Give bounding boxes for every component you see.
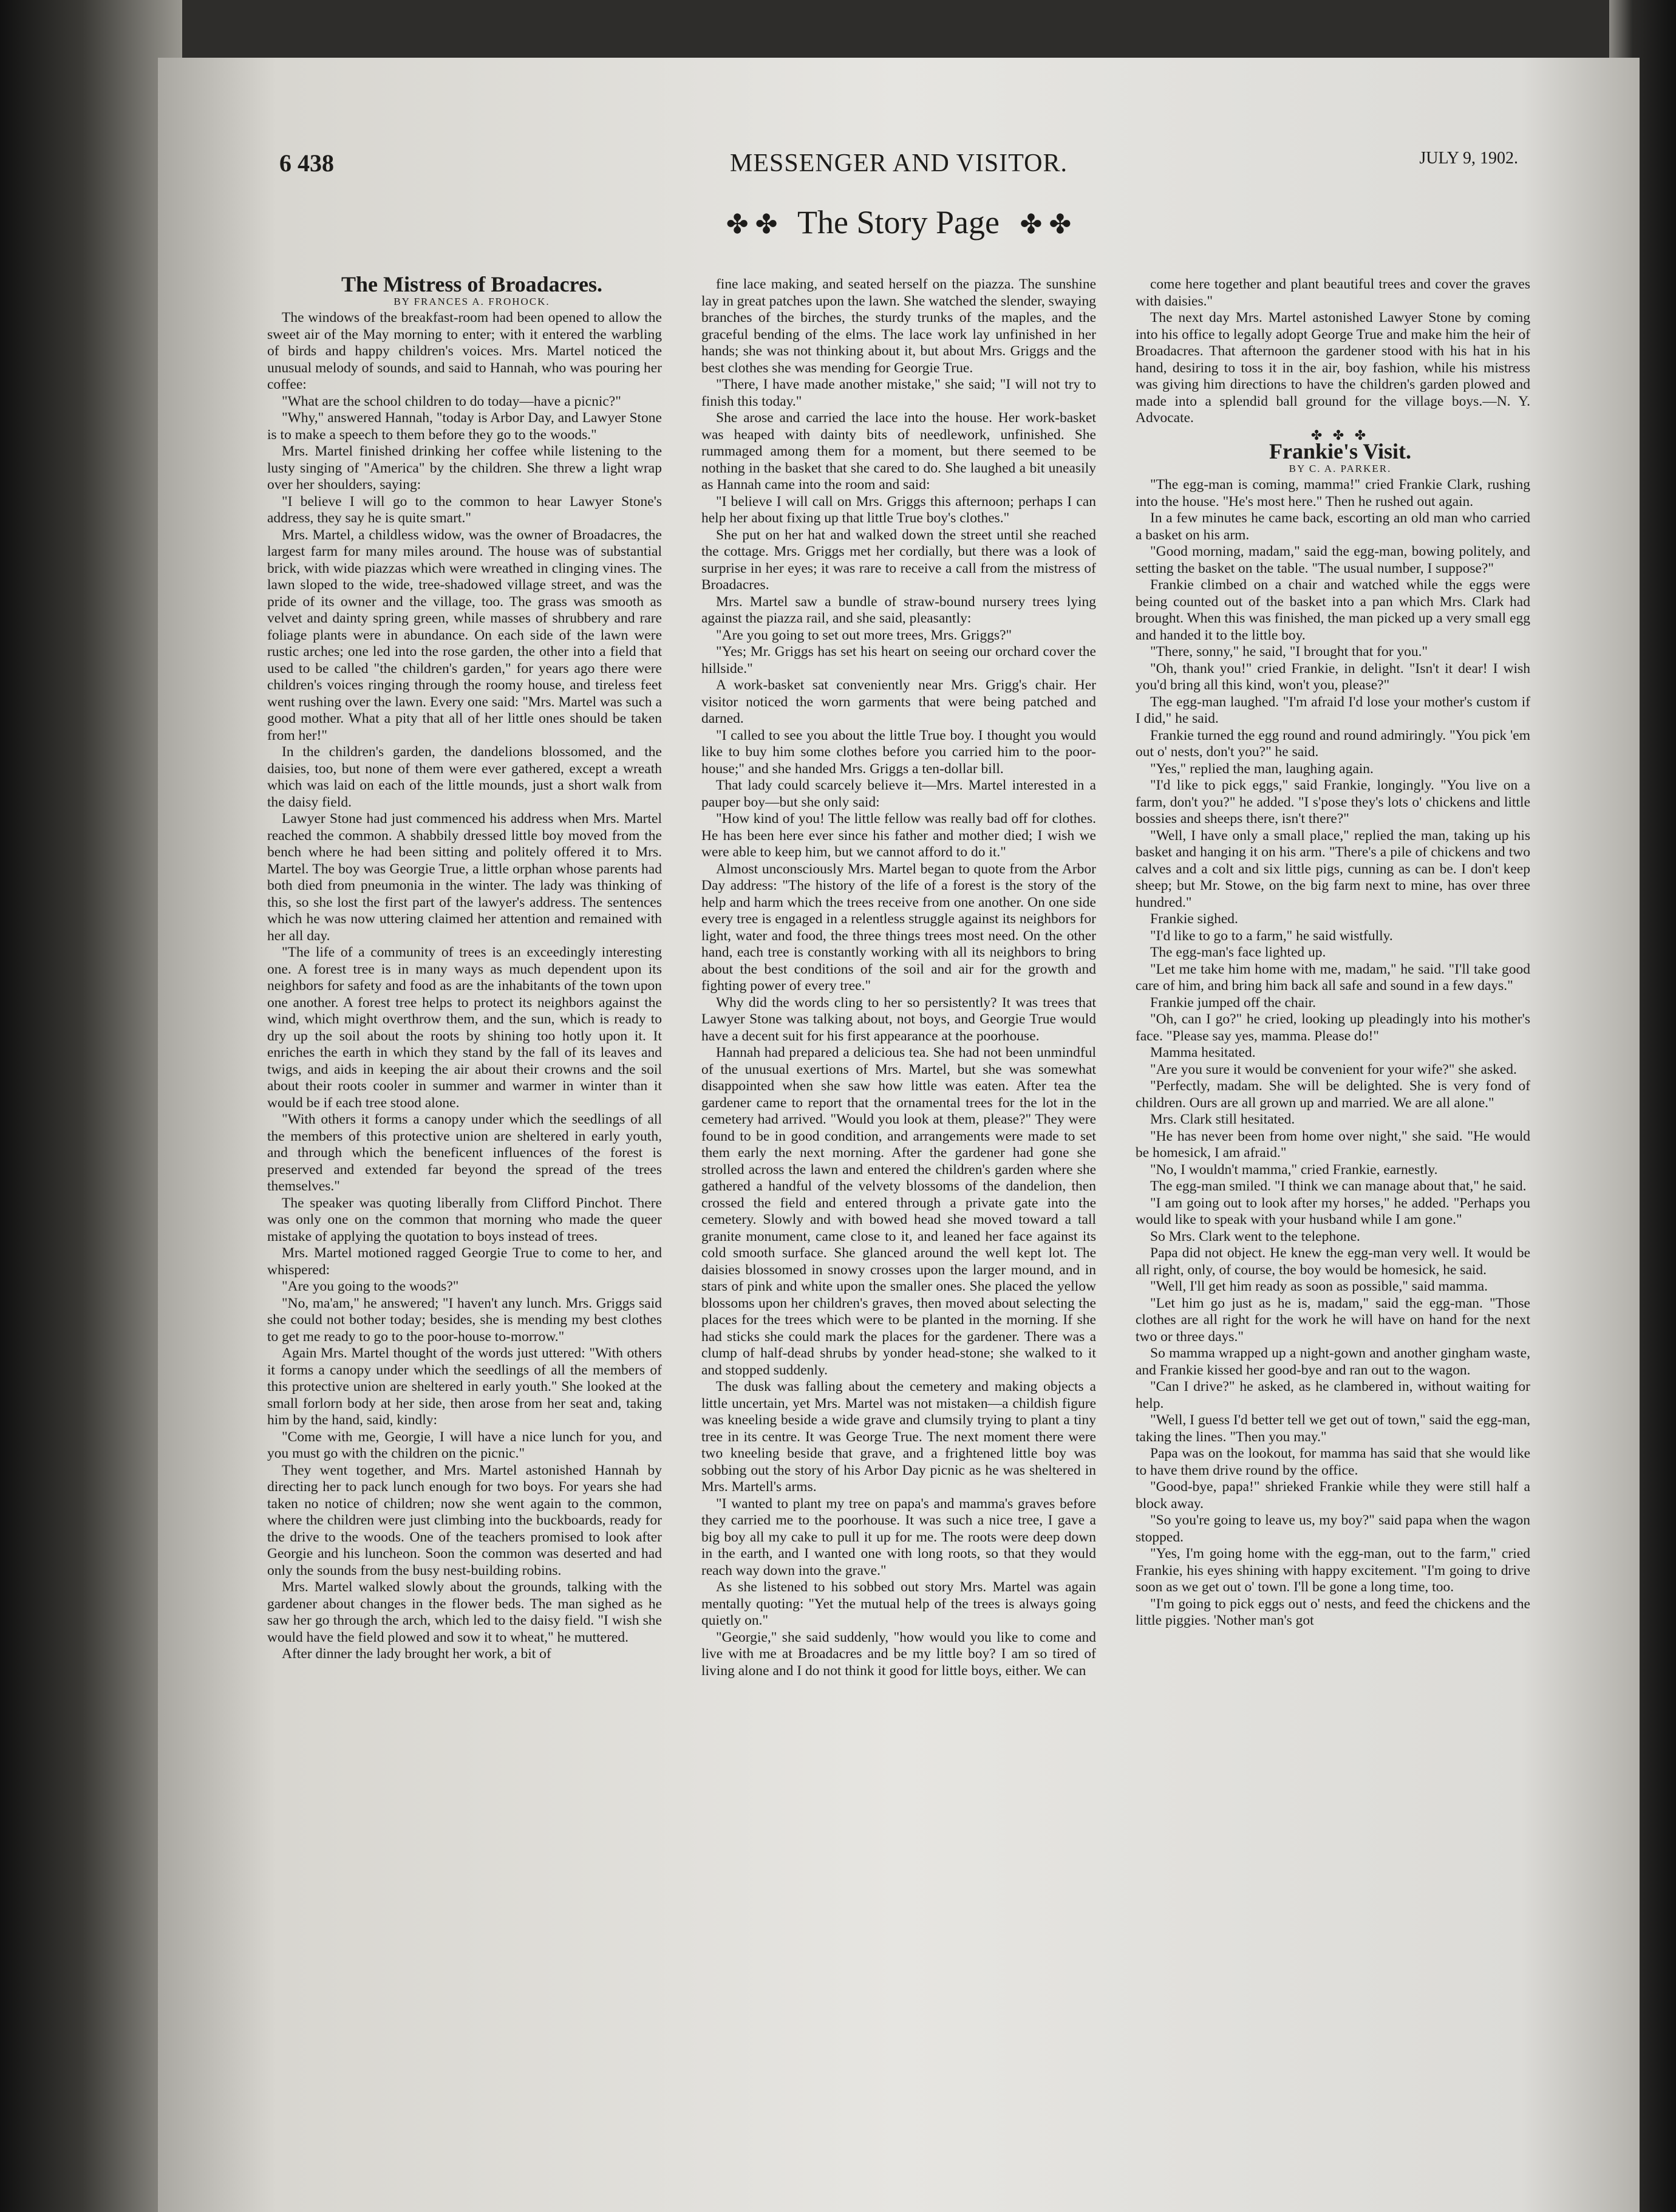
- paragraph: "I'm going to pick eggs out o' nests, and feed the chickens and the little piggies. 'Nother man's got: [1136, 1596, 1530, 1628]
- paragraph: "I am going out to look after my horses," he added. "Perhaps you would like to speak with your husband while I am gone.": [1136, 1195, 1530, 1227]
- paragraph: "Oh, can I go?" he cried, looking up pleadingly into his mother's face. "Please say yes, mamma. Please do!": [1136, 1011, 1530, 1044]
- paragraph: Mrs. Clark still hesitated.: [1150, 1111, 1295, 1127]
- paragraph: The dusk was falling about the cemetery and making objects a little uncertain, yet Mrs. Martel was not mistaken—a childish figure was kneeling beside a wide grave and clumsily trying to plant a tiny tree in its centre. It was George True. The next moment there were two kneeling beside that grave, and a frightened little boy was sobbing out the story of his Arbor Day picnic as he was sheltered in Mrs. Martell's arms.: [701, 1379, 1096, 1495]
- paragraph: They went together, and Mrs. Martel astonished Hannah by directing her to pack lunch enough for two boys. For years she had taken no notice of children; now she went again to the common, where the children were just climbing into the buckboards, ready for the drive to the woods. One of the teachers promised to look after Georgie and his luncheon. Soon the common was deserted and had only the sounds from the busy nest-building robins.: [267, 1462, 662, 1579]
- paragraph: "Let him go just as he is, madam," said the egg-man. "Those clothes are all right for the work he will have on hand for the next two or three days.": [1136, 1295, 1530, 1345]
- paragraph: "No, ma'am," he answered; "I haven't any lunch. Mrs. Griggs said she could not bother today; besides, she is mending my best clothes to get me ready to go to the poor-house to-morrow.": [267, 1295, 662, 1345]
- paragraph: The next day Mrs. Martel astonished Lawyer Stone by coming into his office to legally adopt George True and make him the heir of Broadacres. That afternoon the gardener stood with his hat in his hand, desiring to toss it in the air, boy fashion, while his mistress was giving him directions to have the children's garden plowed and made into a splendid ball ground for the village boys.—N. Y. Advocate.: [1136, 310, 1530, 426]
- paragraph: Papa did not object. He knew the egg-man very well. It would be all right, only, of course, the boy would be homesick, he said.: [1136, 1245, 1530, 1278]
- paragraph: "I believe I will call on Mrs. Griggs this afternoon; perhaps I can help her about fixing up that little True boy's clothes.": [701, 493, 1096, 526]
- paragraph: "Well, I guess I'd better tell we get out of town," said the egg-man, taking the lines. "Then you may.": [1136, 1412, 1530, 1445]
- paragraph: The egg-man laughed. "I'm afraid I'd lose your mother's custom if I did," he said.: [1136, 694, 1530, 726]
- paragraph: "Yes," replied the man, laughing again.: [1150, 760, 1374, 777]
- paragraph: Almost unconsciously Mrs. Martel began to quote from the Arbor Day address: "The history of the life of a forest is the story of the help and harm which the trees receive from one another. On one side every tree is engaged in a relentless struggle against its neighbors for light, water and food, the three things trees most need. On the other hand, each tree is constantly working with all its neighbors to bring about the best conditions of the soil and air for the growth and fighting power of every tree.": [701, 861, 1096, 994]
- paragraph: "Georgie," she said suddenly, "how would you like to come and live with me at Broadacres and be my little boy? I am so tired of living alone and I do not think it good for little boys, either. We can: [701, 1629, 1096, 1679]
- issue-date: JULY 9, 1902.: [1419, 149, 1518, 168]
- paragraph: Mrs. Martel, a childless widow, was the owner of Broadacres, the largest farm for many miles around. The house was of substantial brick, with wide piazzas which were wreathed in clinging vines. The lawn sloped to the wide, tree-shadowed village street, and was the pride of its owner and the village, too. The grass was smooth as velvet and dainty spring green, while masses of shrubbery and rare foliage plants were in abundance. On each side of the lawn were rustic arches; one led into the rose garden, the other into a field that used to be called "the children's garden," for years ago there were children's voices ringing through the roomy house, and tireless feet went rushing over the lawn. Every one said: "Mrs. Martel was such a good mother. What a pity that all of her little ones should be taken from her!": [267, 527, 662, 743]
- paragraph: Mrs. Martel saw a bundle of straw-bound nursery trees lying against the piazza rail, and she said, pleasantly:: [701, 593, 1096, 626]
- story-byline: BY C. A. PARKER.: [1289, 462, 1392, 474]
- paragraph: "What are the school children to do today—have a picnic?": [282, 393, 621, 409]
- paragraph: come here together and plant beautiful trees and cover the graves with daisies.": [1136, 276, 1530, 309]
- newspaper-page: [158, 58, 1640, 2212]
- ornament-left-icon: ✤ ✤: [726, 210, 778, 239]
- page-number: 6 438: [279, 149, 334, 177]
- paragraph: "Can I drive?" he asked, as he clambered in, without waiting for help.: [1136, 1379, 1530, 1412]
- paragraph: "I'd like to go to a farm," he said wistfully.: [1150, 927, 1393, 944]
- paragraph: "There, I have made another mistake," she said; "I will not try to finish this today.": [701, 377, 1096, 409]
- ornament-right-icon: ✤ ✤: [1020, 210, 1072, 239]
- paragraph: Mrs. Martel motioned ragged Georgie True to come to her, and whispered:: [267, 1245, 662, 1278]
- column-2: [701, 276, 1096, 2190]
- column-3-story2-body: [1136, 477, 1530, 1630]
- paragraph: "How kind of you! The little fellow was really bad off for clothes. He has been here ever since his father and mother died; I wish we were able to keep him, but we cannot afford to do it.": [701, 811, 1096, 860]
- paragraph: Mrs. Martel walked slowly about the grounds, talking with the gardener about changes in the flower beds. The man sighed as he saw her go through the arch, which led to the daisy field. "I wish she would have the field plowed and sow it to wheat," he muttered.: [267, 1579, 662, 1645]
- column-1: [267, 276, 662, 2190]
- paragraph: "I believe I will go to the common to hear Lawyer Stone's address, they say he is quite smart.": [267, 493, 662, 526]
- paragraph: So Mrs. Clark went to the telephone.: [1150, 1228, 1360, 1244]
- paragraph: Again Mrs. Martel thought of the words just uttered: "With others it forms a canopy under which the seedlings of all the members of this protective union are sheltered in early youth." She looked at the small forlorn body at her side, then arose from her seat and, taking him by the hand, said, kindly:: [267, 1345, 662, 1428]
- paragraph: "Oh, thank you!" cried Frankie, in delight. "Isn't it dear! I wish you'd bring all this kind, won't you, please?": [1136, 660, 1530, 693]
- paragraph: The speaker was quoting liberally from Clifford Pinchot. There was only one on the common that morning who made the queer mistake of applying the quotation to boys instead of trees.: [267, 1195, 662, 1244]
- paragraph: As she listened to his sobbed out story Mrs. Martel was again mentally quoting: "Yet the mutual help of the trees is always going quietly on.": [701, 1579, 1096, 1628]
- paragraph: "I wanted to plant my tree on papa's and mamma's graves before they carried me to the poorhouse. It was such a nice tree, I gave a big boy all my cake to pull it up for me. The roots were deep down in the earth, and I wanted one with long roots, so that they would reach way down into the grave.": [701, 1495, 1096, 1579]
- paragraph: "There, sonny," he said, "I brought that for you.": [1150, 644, 1428, 660]
- paragraph: "No, I wouldn't mamma," cried Frankie, earnestly.: [1150, 1161, 1438, 1178]
- paragraph: "Let me take him home with me, madam," he said. "I'll take good care of him, and bring him back all safe and sound in a few days.": [1136, 961, 1530, 994]
- paragraph: "Perfectly, madam. She will be delighted. She is very fond of children. Ours are all grown up and married. We are all alone.": [1136, 1078, 1530, 1111]
- paragraph: "I called to see you about the little True boy. I thought you would like to buy him some clothes before you carried him to the poor-house;" and she handed Mrs. Griggs a ten-dollar bill.: [701, 727, 1096, 777]
- paragraph: "Are you sure it would be convenient for your wife?" she asked.: [1150, 1061, 1517, 1077]
- paragraph: She arose and carried the lace into the house. Her work-basket was heaped with dainty bits of needlework, unfinished. She rummaged among them for a moment, but there seemed to be nothing in the basket that she cared to do. She laughed a bit uneasily as Hannah came into the room and said:: [701, 410, 1096, 493]
- paragraph: "Good-bye, papa!" shrieked Frankie while they were still half a block away.: [1136, 1479, 1530, 1512]
- paragraph: "He has never been from home over night," she said. "He would be homesick, I am afraid.": [1136, 1128, 1530, 1161]
- article-columns: [267, 276, 1530, 2190]
- column-2-body: [701, 276, 1096, 1679]
- paragraph: "The egg-man is coming, mamma!" cried Frankie Clark, rushing into the house. "He's most here." Then he rushed out again.: [1136, 477, 1530, 510]
- paragraph: "Are you going to set out more trees, Mrs. Griggs?": [716, 627, 1012, 643]
- masthead-title: MESSENGER AND VISITOR.: [729, 149, 1068, 177]
- paragraph: Lawyer Stone had just commenced his address when Mrs. Martel reached the common. A shabbily dressed little boy moved from the bench where he had been sitting and politely offered it to Mrs. Martel. The boy was Georgie True, a little orphan whose parents had both died from pneumonia in the winter. The lady was thinking of this, so she lost the first part of the lawyer's address. The sentences which he was now uttering claimed her attention and remained with her all day.: [267, 811, 662, 944]
- paragraph: Mamma hesitated.: [1150, 1045, 1256, 1060]
- paragraph: In a few minutes he came back, escorting an old man who carried a basket on his arm.: [1136, 510, 1530, 543]
- section-heading: [158, 203, 1640, 241]
- paragraph: "Well, I have only a small place," replied the man, taking up his basket and hanging it on his arm. "There's a pile of chickens and two calves and a colt and six little pigs, cunning as can be. I don't keep sheep; but Mr. Stowe, on the big farm next to mine, has over three hundred.": [1136, 827, 1530, 910]
- paragraph: The egg-man smiled. "I think we can manage about that," he said.: [1150, 1178, 1527, 1194]
- paragraph: "Yes, I'm going home with the egg-man, out to the farm," cried Frankie, his eyes shining with happy excitement. "I'm going to drive soon as we get out o' town. I'll be gone a long time, too.: [1136, 1546, 1530, 1595]
- paragraph: "Are you going to the woods?": [282, 1278, 459, 1294]
- paragraph: So mamma wrapped up a night-gown and another gingham waste, and Frankie kissed her good-bye and ran out to the wagon.: [1136, 1345, 1530, 1378]
- paragraph: "Well, I'll get him ready as soon as possible," said mamma.: [1150, 1278, 1488, 1294]
- paragraph: Frankie jumped off the chair.: [1150, 994, 1317, 1011]
- paragraph: "Yes; Mr. Griggs has set his heart on seeing our orchard cover the hillside.": [701, 644, 1096, 677]
- column-3-body: [1136, 276, 1530, 427]
- paragraph: Frankie turned the egg round and round admiringly. "You pick 'em out o' nests, don't you?" he said.: [1136, 727, 1530, 760]
- paragraph: "Come with me, Georgie, I will have a nice lunch for you, and you must go with the children on the picnic.": [267, 1429, 662, 1461]
- paragraph: Frankie climbed on a chair and watched while the eggs were being counted out of the basket into a pan which Mrs. Clark had brought. When this was finished, the man picked up a very small egg and handed it to the little boy.: [1136, 577, 1530, 643]
- book-edge-left: [0, 0, 182, 2212]
- paragraph: The egg-man's face lighted up.: [1150, 944, 1326, 960]
- page-header: [279, 149, 1518, 185]
- paragraph: "Good morning, madam," said the egg-man, bowing politely, and setting the basket on the table. "The usual number, I suppose?": [1136, 544, 1530, 576]
- paragraph: That lady could scarcely believe it—Mrs. Martel interested in a pauper boy—but she only said:: [701, 777, 1096, 810]
- paragraph: "So you're going to leave us, my boy?" said papa when the wagon stopped.: [1136, 1512, 1530, 1545]
- paragraph: She put on her hat and walked down the street until she reached the cottage. Mrs. Griggs met her cordially, but there was a look of surprise in her eyes; it was rare to receive a call from the mistress of Broadacres.: [701, 527, 1096, 593]
- story-separator: ✤ ✤ ✤: [1310, 427, 1370, 443]
- story-title: Frankie's Visit.: [1269, 439, 1412, 463]
- paragraph: The windows of the breakfast-room had been opened to allow the sweet air of the May morning to enter; with it entered the warbling of birds and happy children's voices. Mrs. Martel noticed the unusual melody of sounds, and said to Hannah, who was pouring her coffee:: [267, 310, 662, 392]
- paragraph: Hannah had prepared a delicious tea. She had not been unmindful of the unusual exertions of Mrs. Martel, but she was somewhat disappointed when she saw how little was eaten. After tea the gardener came to report that the ornamental trees for the lot in the cemetery had arrived. "Would you look at them, please?" They were found to be in good condition, and arrangements were made to set them early the next morning. After the gardener had gone she strolled across the lawn and entered the children's garden where she gathered a handful of the velvety blossoms of the dandelion, then crossed the field and entered through a private gate into the cemetery. Slowly and with bowed head she moved toward a tall granite monument, came close to it, and leaned her face against its cold smooth surface. She glanced around the well kept lot. The daisies blossomed in snowy crosses upon the larger mound, and in stars of pink and white upon the smaller ones. She placed the yellow blossoms upon her children's graves, then moved about selecting the places for the trees which were to be planted in the morning. If she had sticks she could mark the places for the gardener. There was a clump of half-dead shrubs by yonder head-stone; she walked to it and stopped suddenly.: [701, 1045, 1096, 1378]
- story-byline: BY FRANCES A. FROHOCK.: [393, 295, 550, 307]
- paragraph: After dinner the lady brought her work, a bit of: [282, 1646, 551, 1662]
- paragraph: "With others it forms a canopy under which the seedlings of all the members of this protective union are sheltered in early youth, and through which the beneficent influences of the forest is preserved and extended far beyond the spread of the trees themselves.": [267, 1111, 662, 1194]
- paragraph: A work-basket sat conveniently near Mrs. Grigg's chair. Her visitor noticed the worn garments that were being patched and darned.: [701, 677, 1096, 726]
- paragraph: "The life of a community of trees is an exceedingly interesting one. A forest tree is in many ways as much dependent upon its neighbors for safety and food as are the inhabitants of the town upon one another. A forest tree helps to protect its neighbors against the wind, which might overthrow them, and the sun, which is ready to dry up the soil about the roots by shining too hotly upon it. It enriches the earth in which they stand by the fall of its leaves and twigs, and aids in keeping the air about their crowns and the soil about their roots cooler in summer and warmer in winter than it would be if each tree stood alone.: [267, 944, 662, 1111]
- paragraph: Why did the words cling to her so persistently? It was trees that Lawyer Stone was talking about, not boys, and Georgie True would have a decent suit for his first appearance at the poorhouse.: [701, 994, 1096, 1044]
- paragraph: Mrs. Martel finished drinking her coffee while listening to the lusty singing of "America" by the children. She threw a light wrap over her shoulders, saying:: [267, 443, 662, 493]
- column-3: [1136, 276, 1530, 2190]
- paragraph: fine lace making, and seated herself on the piazza. The sunshine lay in great patches upon the lawn. She watched the slender, swaying branches of the birches, the sturdy trunks of the maples, and the graceful bending of the elms. The lace work lay unfinished in her hands; she was not thinking about it, but about Mrs. Griggs and the best clothes she was mending for Georgie True.: [701, 276, 1096, 376]
- paragraph: Frankie sighed.: [1150, 911, 1238, 927]
- story-title: The Mistress of Broadacres.: [341, 276, 602, 296]
- paragraph: "I'd like to pick eggs," said Frankie, longingly. "You live on a farm, don't you?" he added. "I s'pose they's lots o' chickens and little bossies and sheeps there, isn't there?": [1136, 777, 1530, 827]
- paragraph: In the children's garden, the dandelions blossomed, and the daisies, too, but none of them were ever gathered, except a wreath which was laid on each of the little mounds, just a short walk from the daisy field.: [267, 744, 662, 810]
- paragraph: "Why," answered Hannah, "today is Arbor Day, and Lawyer Stone is to make a speech to them before they go to the woods.": [267, 410, 662, 443]
- paragraph: Papa was on the lookout, for mamma has said that she would like to have them drive round by the office.: [1136, 1446, 1530, 1478]
- column-1-body: [267, 310, 662, 1663]
- section-title: The Story Page: [797, 204, 1000, 241]
